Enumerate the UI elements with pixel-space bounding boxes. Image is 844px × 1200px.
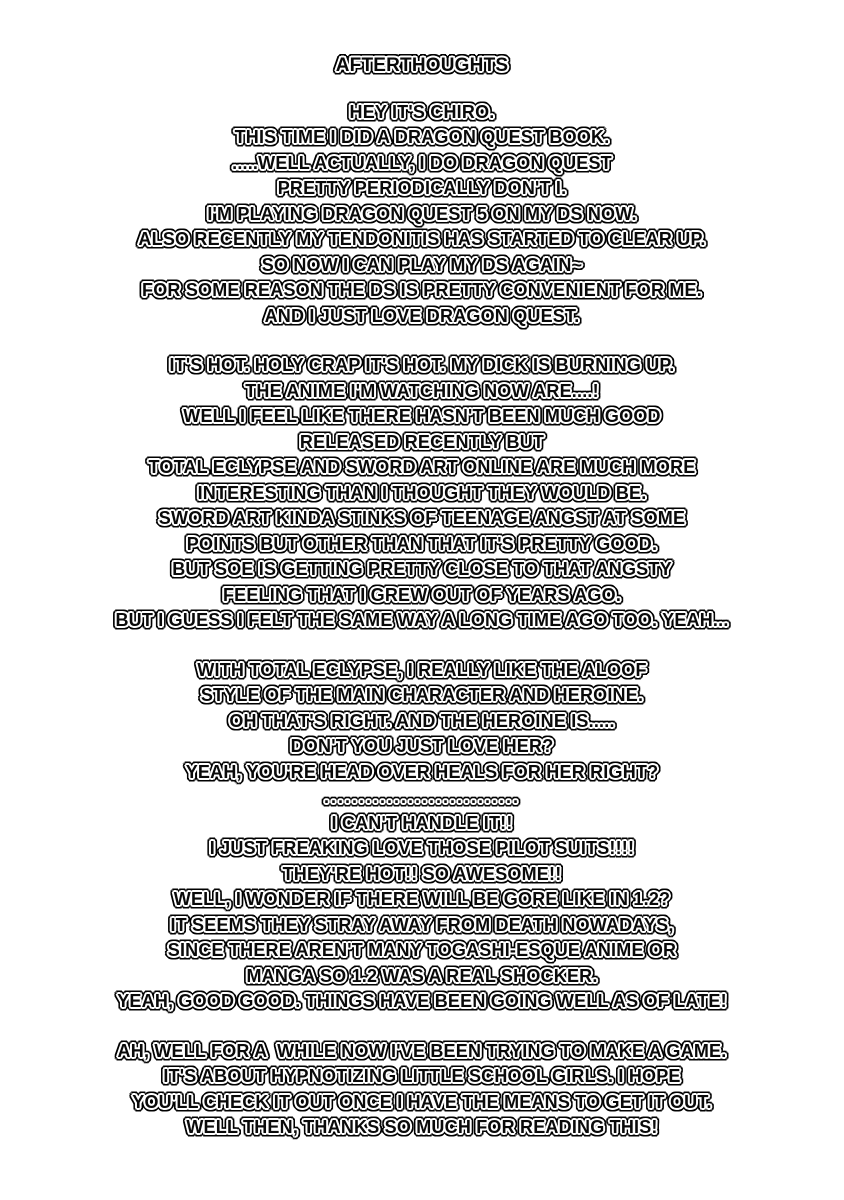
text-line: SWORD ART KINDA STINKS OF TEENAGE ANGST AT SOME <box>158 508 686 528</box>
text-line: BUT SOE IS GETTING PRETTY CLOSE TO THAT ANGSTY <box>172 559 672 579</box>
paragraph-total-eclypse <box>20 658 824 1015</box>
text-line: I CAN'T HANDLE IT!! <box>331 812 513 833</box>
text-line: WELL THEN, THANKS SO MUCH FOR READING THIS! <box>186 1117 658 1137</box>
text-line: .....WELL ACTUALLY, I DO DRAGON QUEST <box>232 152 612 173</box>
text-line: AH, WELL FOR A WHILE NOW I'VE BEEN TRYING TO MAKE A GAME. <box>117 1040 727 1061</box>
text-line: WELL, I WONDER IF THERE WILL BE GORE LIKE IN 1.2? <box>173 889 671 909</box>
text-line: MANGA SO 1.2 WAS A REAL SHOCKER. <box>246 965 598 986</box>
text-line: DON'T YOU JUST LOVE HER? <box>290 736 554 756</box>
text-line: IT'S HOT. HOLY CRAP IT'S HOT. MY DICK IS BURNING UP. <box>169 355 675 375</box>
page-title: AFTERTHOUGHTS <box>335 55 509 76</box>
text-line: AND I JUST LOVE DRAGON QUEST. <box>264 305 580 326</box>
text-line: I'M PLAYING DRAGON QUEST 5 ON MY DS NOW. <box>207 203 637 224</box>
text-line: FEELING THAT I GREW OUT OF YEARS AGO. <box>222 584 622 605</box>
text-line: SO NOW I CAN PLAY MY DS AGAIN~ <box>261 254 583 275</box>
text-line: BUT I GUESS I FELT THE SAME WAY A LONG TIME AGO TOO. YEAH... <box>115 610 729 630</box>
text-line: WITH TOTAL ECLYPSE, I REALLY LIKE THE ALOOF <box>197 659 647 680</box>
text-line: WELL I FEEL LIKE THERE HASN'T BEEN MUCH GOOD <box>183 406 661 426</box>
text-line: IT SEEMS THEY STRAY AWAY FROM DEATH NOWADAYS, <box>170 914 674 935</box>
text-line: PRETTY PERIODICALLY DON'T I. <box>277 178 567 198</box>
text-line: YOU'LL CHECK IT OUT ONCE I HAVE THE MEANS TO GET IT OUT. <box>132 1091 712 1112</box>
text-line: SINCE THERE AREN'T MANY TOGASHI-ESQUE ANIME OR <box>167 940 677 960</box>
paragraph-closing <box>20 1039 824 1141</box>
text-line: THEY'RE HOT!! SO AWESOME!! <box>282 863 562 884</box>
dots-separator: ............................ <box>323 787 521 807</box>
text-line: ALSO RECENTLY MY TENDONITIS HAS STARTED TO CLEAR UP. <box>138 229 706 249</box>
text-line: RELEASED RECENTLY BUT <box>299 431 545 452</box>
text-line: INTERESTING THAN I THOUGHT THEY WOULD BE. <box>197 482 647 503</box>
text-line: IT'S ABOUT HYPNOTIZING LITTLE SCHOOL GIRLS. I HOPE <box>163 1066 681 1086</box>
paragraph-anime-season <box>20 353 824 634</box>
text-line: POINTS BUT OTHER THAN THAT IT'S PRETTY GOOD. <box>186 533 658 554</box>
text-line: OH THAT'S RIGHT. AND THE HEROINE IS..... <box>229 710 615 731</box>
text-line: STYLE OF THE MAIN CHARACTER AND HEROINE. <box>200 685 644 705</box>
text-line: THIS TIME I DID A DRAGON QUEST BOOK. <box>234 127 610 147</box>
text-line: TOTAL ECLYPSE AND SWORD ART ONLINE ARE MUCH MORE <box>148 457 696 477</box>
paragraph-dragon-quest <box>20 100 824 330</box>
text-line: YEAH, YOU'RE HEAD OVER HEALS FOR HER RIGHT? <box>185 761 659 782</box>
text-line: YEAH, GOOD GOOD. THINGS HAVE BEEN GOING WELL AS OF LATE! <box>117 991 727 1011</box>
text-line: I JUST FREAKING LOVE THOSE PILOT SUITS!!!! <box>209 838 635 858</box>
text-line: THE ANIME I'M WATCHING NOW ARE....! <box>245 380 599 401</box>
text-line: FOR SOME REASON THE DS IS PRETTY CONVENIENT FOR ME. <box>142 280 702 300</box>
text-line: HEY IT'S CHIRO. <box>349 101 495 122</box>
